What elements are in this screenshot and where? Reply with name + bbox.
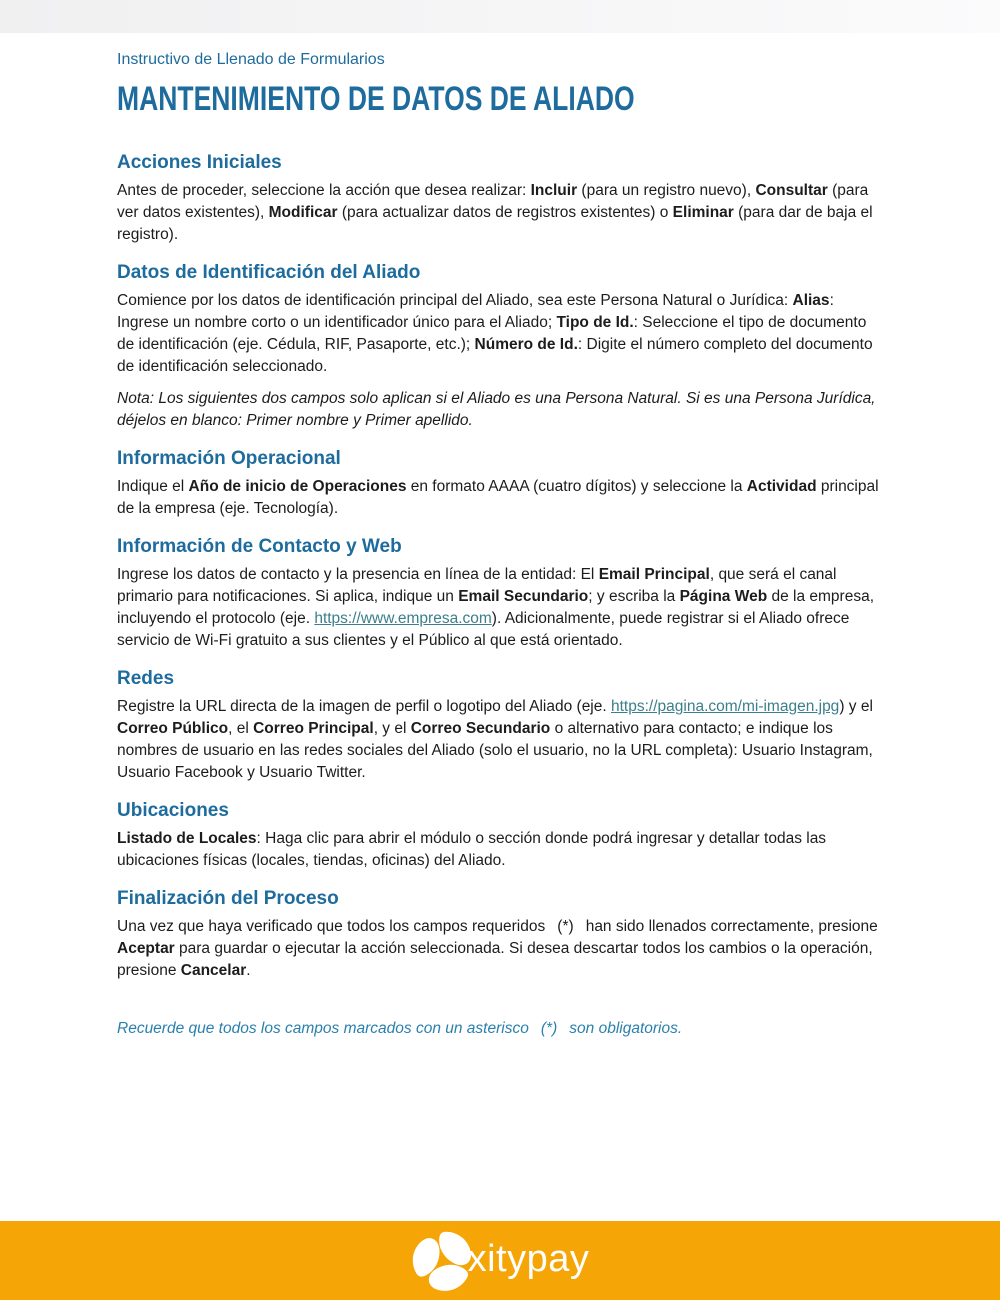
section-paragraphs xyxy=(117,180,884,246)
body-text: , el xyxy=(228,720,254,737)
bold-text: Página Web xyxy=(679,588,768,605)
mandatory-fields-note: Recuerde que todos los campos marcados con un asterisco (*) son obligatorios. xyxy=(117,1020,683,1037)
bold-text: Email Principal xyxy=(598,566,710,583)
paragraph xyxy=(117,564,884,652)
section xyxy=(117,152,884,246)
body-text: : Seleccione el tipo de documento de identificación (eje. Cédula, RIF, Pasaporte, etc.); xyxy=(117,314,867,353)
body-text: (para actualizar datos de registros existentes) o xyxy=(337,204,673,221)
body-text: Nota: Los siguientes dos campos solo aplican si el Aliado es una Persona Natural. Si es una Persona Jurídica, déjelos en blanco: Primer nombre y Primer apellido. xyxy=(117,390,876,429)
brand-name: xitypay xyxy=(467,1237,590,1280)
sections xyxy=(117,152,884,982)
bold-text: Consultar xyxy=(755,182,828,199)
section xyxy=(117,262,884,432)
section xyxy=(117,800,884,872)
body-text: (para un registro nuevo), xyxy=(577,182,756,199)
section-paragraphs xyxy=(117,696,884,784)
paragraph xyxy=(117,476,884,520)
bold-text: Modificar xyxy=(268,204,338,221)
bold-text: Correo Principal xyxy=(253,720,374,737)
bold-text: Correo Público xyxy=(117,720,229,737)
section-paragraphs xyxy=(117,828,884,872)
bold-text: Incluir xyxy=(530,182,578,199)
body-text: Registre la URL directa de la imagen de perfil o logotipo del Aliado (eje. xyxy=(117,698,611,715)
section-paragraphs xyxy=(117,290,884,432)
body-text: , y el xyxy=(373,720,411,737)
section xyxy=(117,888,884,982)
section xyxy=(117,668,884,784)
bold-text: Número de Id. xyxy=(474,336,578,353)
bold-text: Cancelar xyxy=(180,962,247,979)
footer-bar xyxy=(0,1221,1000,1300)
paragraph xyxy=(117,696,884,784)
paragraph xyxy=(117,180,884,246)
bold-text: Año de inicio de Operaciones xyxy=(188,478,407,495)
body-text: : Ingrese un nombre corto o un identificador único para el Aliado; xyxy=(117,292,834,331)
page-title: MANTENIMIENTO DE DATOS DE ALIADO xyxy=(117,80,635,118)
inline-link[interactable]: https://www.empresa.com xyxy=(314,610,492,627)
paragraph xyxy=(117,828,884,872)
body-text: en formato AAAA (cuatro dígitos) y seleccione la xyxy=(406,478,747,495)
section-heading: Redes xyxy=(117,668,175,689)
bold-text: Alias xyxy=(792,292,830,309)
body-text: : Haga clic para abrir el módulo o sección donde podrá ingresar y detallar todas las ubicaciones físicas (locales, tiendas, oficinas) del Aliado. xyxy=(117,830,827,869)
body-text: Antes de proceder, seleccione la acción que desea realizar: xyxy=(117,182,531,199)
inline-link[interactable]: https://pagina.com/mi-imagen.jpg xyxy=(611,698,840,715)
body-text: principal de la empresa (eje. Tecnología). xyxy=(117,478,879,517)
paragraph xyxy=(117,290,884,378)
bold-text: Actividad xyxy=(746,478,817,495)
section-paragraphs xyxy=(117,476,884,520)
bold-text: Eliminar xyxy=(672,204,734,221)
body-text: de la empresa, incluyendo el protocolo (eje. xyxy=(117,588,875,627)
section-heading: Acciones Iniciales xyxy=(117,152,282,173)
body-text: , que será el canal primario para notificaciones. Si aplica, indique un xyxy=(117,566,837,605)
body-text: Indique el xyxy=(117,478,189,495)
body-text: : Digite el número completo del documento de identificación seleccionado. xyxy=(117,336,873,375)
body-text: o alternativo para contacto; e indique los nombres de usuario en las redes sociales del Aliado (solo el usuario, no la URL completa): Usuario Instagram, Usuario Facebook y Usuario Twitter. xyxy=(117,720,873,781)
body-text: ). Adicionalmente, puede registrar si el Aliado ofrece servicio de Wi-Fi gratuito a sus clientes y el Público al que está orientado. xyxy=(117,610,850,649)
bold-text: Listado de Locales xyxy=(117,830,257,847)
body-text: Comience por los datos de identificación principal del Aliado, sea este Persona Natural o Jurídica: xyxy=(117,292,793,309)
paragraph xyxy=(117,916,884,982)
bold-text: Correo Secundario xyxy=(410,720,551,737)
bold-text: Tipo de Id. xyxy=(556,314,634,331)
note-paragraph xyxy=(117,388,884,432)
body-text: Una vez que haya verificado que todos los campos requeridos (*) han sido llenados correctamente, presione xyxy=(117,918,878,935)
section-heading: Ubicaciones xyxy=(117,800,229,821)
body-text: . xyxy=(246,962,251,979)
triskelion-swirl-icon xyxy=(411,1229,475,1293)
section-paragraphs xyxy=(117,916,884,982)
section-heading: Datos de Identificación del Aliado xyxy=(117,262,421,283)
body-text: ) y el xyxy=(839,698,873,715)
document-eyebrow: Instructivo de Llenado de Formularios xyxy=(117,51,385,68)
bold-text: Email Secundario xyxy=(458,588,589,605)
section-paragraphs xyxy=(117,564,884,652)
section-heading: Información Operacional xyxy=(117,448,341,469)
body-text: ; y escriba la xyxy=(588,588,680,605)
body-text: (para ver datos existentes), xyxy=(117,182,869,221)
section xyxy=(117,536,884,652)
brand-lockup xyxy=(411,1229,590,1293)
body-text: para guardar o ejecutar la acción seleccionada. Si desea descartar todos los cambios o la operación, presione xyxy=(117,940,873,979)
bold-text: Aceptar xyxy=(117,940,175,957)
body-text: Ingrese los datos de contacto y la presencia en línea de la entidad: El xyxy=(117,566,599,583)
section-heading: Finalización del Proceso xyxy=(117,888,339,909)
body-text: (para dar de baja el registro). xyxy=(117,204,873,243)
section xyxy=(117,448,884,520)
section-heading: Información de Contacto y Web xyxy=(117,536,402,557)
